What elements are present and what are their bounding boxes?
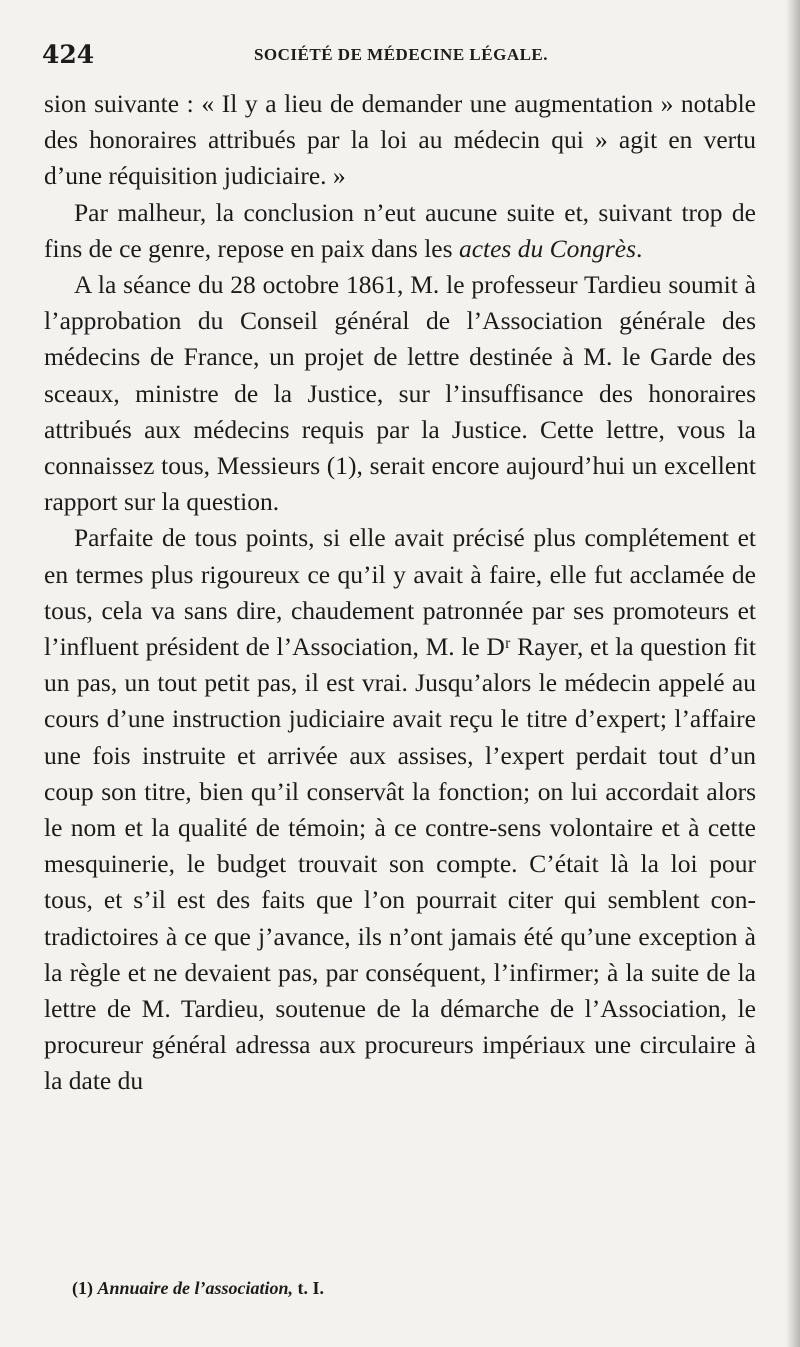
footnote-source: Annuaire de l’association,: [97, 1278, 294, 1298]
body-text: [44, 86, 756, 1100]
running-title: SOCIÉTÉ DE MÉDECINE LÉGALE.: [253, 45, 549, 64]
paragraph-1-text: sion suivante : « Il y a lieu de demander une augmentation » notable des honoraires attribués par la loi au médecin qui » agit en vertu d’une réquisition judiciaire. »: [44, 89, 756, 191]
page-header: [42, 40, 760, 74]
page-number: 424: [42, 40, 95, 69]
paragraph-2-text: Par malheur, la conclusion n’eut aucune suite et, suivant trop de fins de ce genre, repose en paix dans les: [44, 197, 756, 263]
footnote-rest: t. I.: [297, 1278, 325, 1298]
paragraph-2: [44, 195, 756, 267]
footnote: [72, 1278, 324, 1299]
paragraph-4: [44, 520, 756, 1099]
paragraph-2-trail: .: [636, 233, 643, 263]
paragraph-3-text: A la séance du 28 octobre 1861, M. le professeur Tardieu soumit à l’approbation du Conseil général de l’Association générale des médecins de France, un projet de lettre destinée à M. le Garde des sceaux, ministre de la Justice, sur l’insuffisance des honoraires attribués aux médecins requis par la Justice. Cette lettre, vous la connaissez tous, Messieurs (1), serait encore aujourd’hui un excellent rapport sur la question.: [44, 270, 756, 517]
paragraph-4-text: Parfaite de tous points, si elle avait précisé plus complétement et en termes plus rigoureux ce qu’il y avait à faire, elle fut acclamée de tous, cela va sans dire, chaudement patronnée par ses promoteurs et l’influent président de l’Association, M. le Dʳ Rayer, et la question fit un pas, un tout petit pas, il est vrai. Jusqu’alors le médecin appelé au cours d’une instruction judiciaire avait reçu le titre d’expert; l’affaire une fois instruite et arrivée aux assises, l’expert perdait tout d’un coup son titre, bien qu’il conservât la fonction; on lui accordait alors le nom et la qualité de témoin; à ce contre-sens volontaire et à cette mesquinerie, le budget trouvait son compte. C’était là la loi pour tous, et s’il est des faits que l’on pourrait citer qui semblent contradictoires à ce que j’avance, ils n’ont jamais été qu’une exception à la règle et ne devaient pas, par conséquent, l’infirmer; à la suite de la lettre de M. Tardieu, soutenue de la démarche de l’Association, le procureur général adressa aux procureurs impériaux une circulaire à la date du: [44, 523, 756, 1096]
paragraph-3: [44, 267, 756, 520]
footnote-mark: (1): [72, 1278, 93, 1298]
paragraph-2-italic: actes du Congrès: [458, 233, 637, 263]
paragraph-1: [44, 86, 756, 195]
